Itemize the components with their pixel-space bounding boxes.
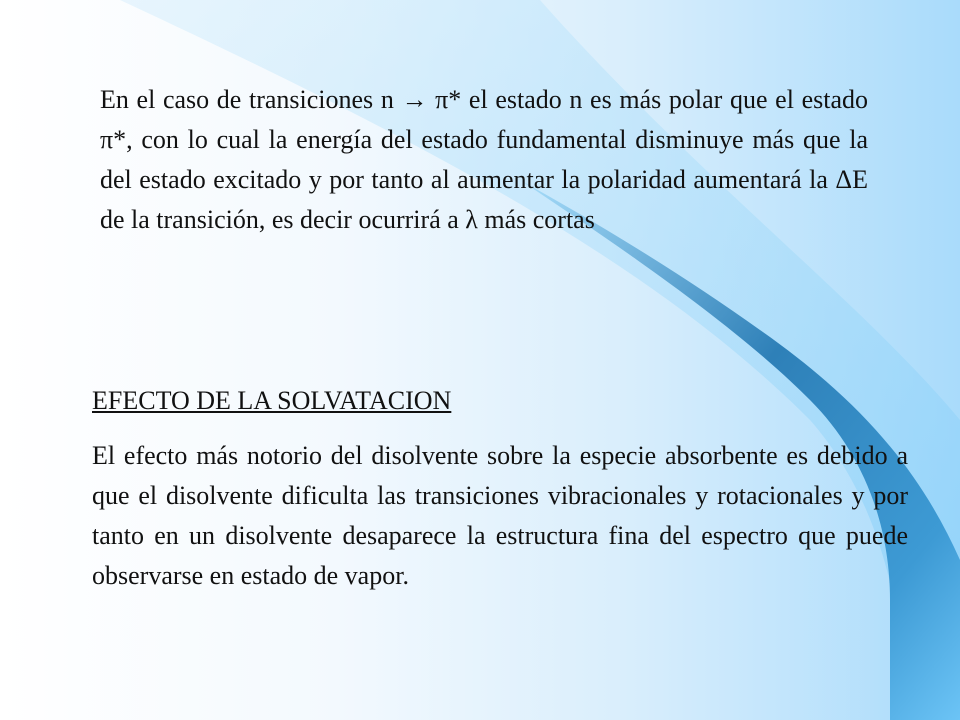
solvation-paragraph: El efecto más notorio del disolvente sobre la especie absorbente es debido a que el disolvente dificulta las transiciones vibracionales y rotacionales y por tanto en un disolvente desaparece la estructura fina del espectro que puede observarse en estado de vapor. <box>92 441 908 590</box>
section-heading: EFECTO DE LA SOLVATACION <box>92 386 452 415</box>
transition-paragraph: En el caso de transiciones n → π* el estado n es más polar que el estado π*, con lo cual la energía del estado fundamental disminuye más que la del estado excitado y por tanto al aumentar la polaridad aumentará la ΔE de la transición, es decir ocurrirá a λ más cortas <box>100 85 868 234</box>
